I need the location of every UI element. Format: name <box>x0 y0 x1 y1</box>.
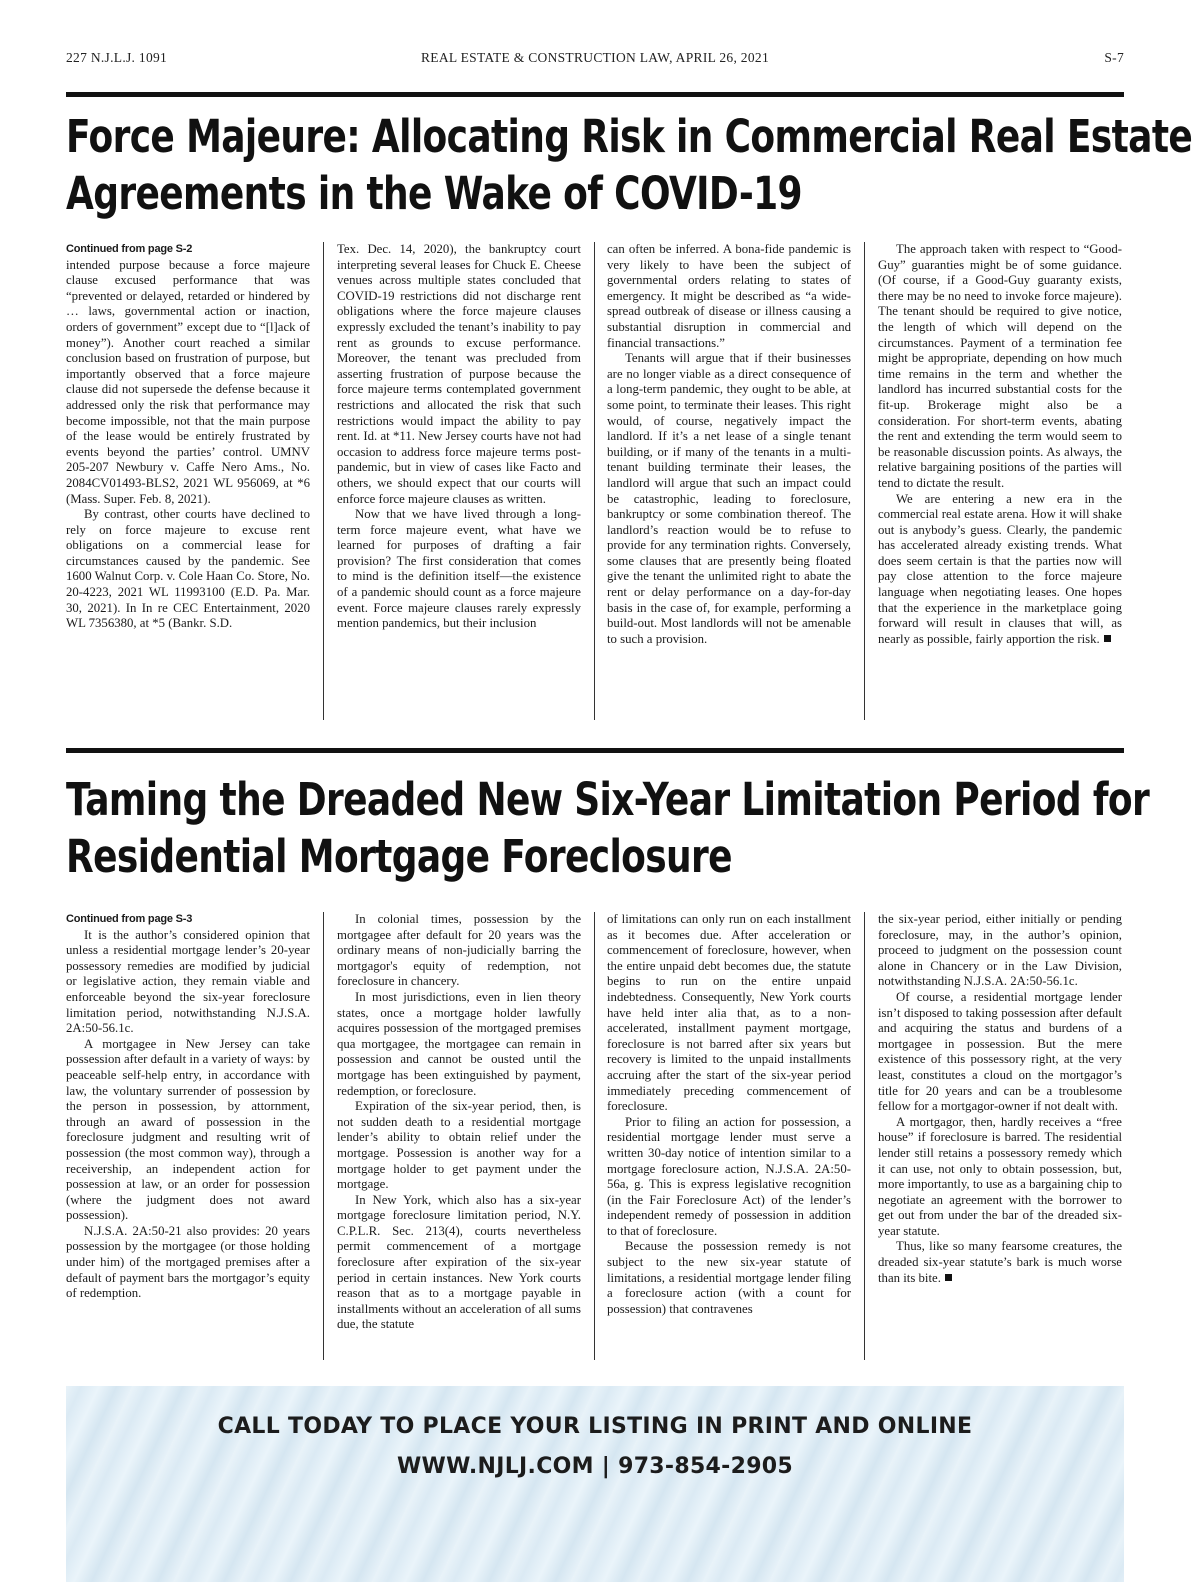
article1-closing-text: We are entering a new era in the commercial real estate arena. How it will shake out is anybody’s guess. Clearly, the pandemic has accelerated already existing trends. What does seem certain is that the parties now will pay close attention to the force majeure language when negotiating leases. One hopes that the experience in the marketplace going forward will result in clauses that will, as nearly as possible, fairly apportion the risk. <box>878 491 1122 646</box>
top-rule <box>66 92 1124 97</box>
article1-title-line2: Agreements in the Wake of COVID-19 <box>66 167 802 220</box>
paragraph: In most jurisdictions, even in lien theory states, once a mortgage holder lawfully acquires possession of the mortgaged premises qua mortgagee, the mortgagee can remain in possession and cannot be ousted until the mortgage has been extinguished by payment, redemption, or foreclosure. <box>337 989 581 1098</box>
article1-column-3 <box>607 242 851 647</box>
running-header <box>66 50 1124 70</box>
article2-title-line2: Residential Mortgage Foreclosure <box>66 830 732 883</box>
column-divider <box>323 912 324 1360</box>
article2-column-2 <box>337 912 581 1333</box>
article1-column-2 <box>337 242 581 632</box>
paragraph: Expiration of the six-year period, then, is not sudden death to a residential mortgage lender’s ability to obtain relief under the mortgage. Possession is another way for a mortgage holder to get payment under the mortgage. <box>337 1099 581 1192</box>
paragraph: Tenants will argue that if their businesses are no longer viable as a direct consequence of a long-term pandemic, they ought to be able, at some point, to terminate their leases. This right would, of course, negatively impact the landlord. If it’s a net lease of a single tenant building, or if many of the tenants in a multi-tenant building terminate their leases, the landlord will argue that such an impact could be catastrophic, leading to foreclosure, bankruptcy or some combination thereof. The landlord’s reaction would be to refuse to provide for any termination rights. Conversely, some clauses that are presently being floated give the tenant the unlimited right to abate the rent or delay performance on a day-for-day basis in the case of, for example, performing a build-out. Most landlords will not be amenable to such a provision. <box>607 351 851 646</box>
article2-title-line1: Taming the Dreaded New Six-Year Limitation Period for <box>66 773 1150 826</box>
paragraph: intended purpose because a force majeure clause excused performance that was “prevented or delayed, retarded or hindered by … laws, governmental action or inaction, orders of government” except due to “[l]ack of money”). Another court reached a similar conclusion based on frustration of purpose, but importantly observed that a force majeure clause did not supersede the defense because it addressed only the risk that performance may become impossible, not that the main purpose of the lease would be entirely frustrated by events beyond the parties’ control. UMNV 205-207 Newbury v. Caffe Nero Ams., No. 2084CV01493-BLS2, 2021 WL 956069, at *6 (Mass. Super. Feb. 8, 2021). <box>66 257 310 506</box>
end-mark-icon <box>1104 635 1111 642</box>
paragraph: Of course, a residential mortgage lender isn’t disposed to taking possession after default and acquiring the status and burdens of a mortgagee in possession. But the mere existence of this possessory right, at the very least, constitutes a cloud on the mortgagor’s title for 20 years and can be a troublesome fellow for a mortgagor-owner if not dealt with. <box>878 989 1122 1114</box>
paragraph <box>878 492 1122 648</box>
paragraph: A mortgagor, then, hardly receives a “free house” if foreclosure is barred. The residential lender still retains a possessory remedy which it can use, not only to obtain possession, but, more importantly, to use as a bargaining chip to negotiate an agreement with the borrower to get out from under the bar of the dreaded six-year statute. <box>878 1114 1122 1238</box>
paragraph: the six-year period, either initially or pending foreclosure, may, in the author’s opinion, proceed to judgment on the possession count alone in Chancery or in the Law Division, notwithstanding N.J.S.A. 2A:50-56.1c. <box>878 912 1122 989</box>
end-mark-icon <box>945 1274 952 1281</box>
paragraph: In New York, which also has a six-year mortgage foreclosure limitation period, N.Y. C.P.L.R. Sec. 213(4), courts nevertheless permit commencement of a mortgage foreclosure after expiration of the six-year period in certain instances. New York courts reason that as to a mortgage payable in installments without an acceleration of all sums due, the statute <box>337 1192 581 1332</box>
article2-body <box>66 912 1124 1362</box>
article1-body <box>66 242 1124 722</box>
header-page-number: S-7 <box>1104 50 1124 65</box>
paragraph: By contrast, other courts have declined to rely on force majeure to excuse rent obligations on a commercial lease for circumstances caused by the pandemic. See 1600 Walnut Corp. v. Cole Haan Co. Store, No. 20-4223, 2021 WL 11993100 (E.D. Pa. Mar. 30, 2021). In In re CEC Entertainment, 2020 WL 7356380, at *5 (Bankr. S.D. <box>66 507 310 631</box>
column-divider <box>594 912 595 1360</box>
paragraph: can often be inferred. A bona-fide pandemic is very likely to have been the subject of governmental orders relating to states of emergency. It might be described as “a wide-spread outbreak of disease or illness causing a substantial disruption in commercial and financial transactions.” <box>607 242 851 350</box>
article1-column-4 <box>878 242 1122 647</box>
newspaper-page <box>66 0 1193 1582</box>
paragraph: The approach taken with respect to “Good-Guy” guaranties might be of some guidance. (Of course, if a Good-Guy guaranty exists, there may be no need to invoke force majeure). The tenant should be required to give notice, the length of which will depend on the circumstances. Payment of a termination fee might be appropriate, depending on how much time remains in the term and whether the landlord has incurred substantial costs for the fit-up. Brokerage might also be a consideration. For short-term events, abating the rent and extending the term would seem to be reasonable discussion points. As always, the relative bargaining positions of the parties will tend to dictate the result. <box>878 242 1122 490</box>
paragraph: Tex. Dec. 14, 2020), the bankruptcy court interpreting several leases for Chuck E. Cheese venues across multiple states concluded that COVID-19 restrictions did not discharge rent obligations where the force majeure clauses expressly excluded the tenant’s inability to pay rent as grounds to excuse performance. Moreover, the tenant was precluded from asserting frustration of purpose because the force majeure terms contemplated government restrictions and allocated the risk that such restrictions would impact the ability to pay rent. Id. at *11. New Jersey courts have not had occasion to address force majeure terms post-pandemic, but in view of cases like Facto and others, we should expect that our courts will enforce force majeure clauses as written. <box>337 242 581 506</box>
header-section-date: REAL ESTATE & CONSTRUCTION LAW, APRIL 26, 2021 <box>420 50 770 65</box>
paragraph: A mortgagee in New Jersey can take possession after default in a variety of ways: by peaceable self-help entry, in accordance with law, the voluntary surrender of possession by the person in possession, by attornment, through an award of possession in the foreclosure judgment and resulting writ of possession (the most common way), through a receivership, an independent action for possession at law, or an order for possession (where the judgment does not award possession). <box>66 1036 310 1223</box>
paragraph: Now that we have lived through a long-term force majeure event, what have we learned for purposes of drafting a fair provision? The first consideration that comes to mind is the definition itself—the existence of a pandemic should count as a force majeure event. Force majeure clauses rarely expressly mention pandemics, but their inclusion <box>337 507 581 631</box>
article2-column-4 <box>878 912 1122 1286</box>
middle-rule <box>66 748 1124 753</box>
paragraph: It is the author’s considered opinion that unless a residential mortgage lender’s 20-year possessory remedies are modified by judicial or legislative action, they remain viable and enforceable beyond the six-year foreclosure limitation period, notwithstanding N.J.S.A. 2A:50-56.1c. <box>66 927 310 1036</box>
paragraph <box>878 1239 1122 1286</box>
paragraph: In colonial times, possession by the mortgagee after default for 20 years was the ordinary means of non-judicially barring the mortgagor's equity of redemption, not foreclosure in chancery. <box>337 912 581 989</box>
article1-title-line1: Force Majeure: Allocating Risk in Commercial Real Estate <box>66 110 1193 163</box>
column-divider <box>594 242 595 720</box>
column-divider <box>864 912 865 1360</box>
paragraph: N.J.S.A. 2A:50-21 also provides: 20 years possession by the mortgagee (or those holding under him) of the mortgaged premises after a default of payment bars the mortgagor’s equity of redemption. <box>66 1223 310 1301</box>
article2-closing-text: Thus, like so many fearsome creatures, the dreaded six-year statute’s bark is much worse than its bite. <box>878 1239 1122 1285</box>
paragraph: Because the possession remedy is not subject to the new six-year statute of limitations, a residential mortgage lender filing a foreclosure action (with a count for possession) that contravenes <box>607 1239 851 1316</box>
header-citation: 227 N.J.L.J. 1091 <box>66 50 168 65</box>
article1-continued-note: Continued from page S-2 <box>66 243 193 255</box>
column-divider <box>864 242 865 720</box>
ad-contact-info: WWW.NJLJ.COM | 973-854-2905 <box>396 1454 794 1479</box>
article2-column-3 <box>607 912 851 1317</box>
article2-continued-note: Continued from page S-3 <box>66 913 193 925</box>
column-divider <box>323 242 324 720</box>
article1-column-1 <box>66 242 310 632</box>
ad-call-to-action: CALL TODAY TO PLACE YOUR LISTING IN PRINT AND ONLINE <box>217 1414 973 1439</box>
paragraph: Prior to filing an action for possession, a residential mortgage lender must serve a written 30-day notice of intention similar to a mortgage foreclosure action, N.J.S.A. 2A:50-56a, g. This is express legislative recognition (in the Fair Foreclosure Act) of the lender’s independent remedy of possession in addition to that of foreclosure. <box>607 1114 851 1238</box>
article2-column-1 <box>66 912 310 1302</box>
advertisement-banner <box>66 1386 1124 1582</box>
paragraph: of limitations can only run on each installment as it becomes due. After acceleration or commencement of foreclosure, however, when the entire unpaid debt becomes due, the statute begins to run on the entire unpaid indebtedness. Consequently, New York courts have held inter alia that, as to a non-accelerated, installment payment mortgage, foreclosure is not barred after six years but recovery is limited to the unpaid installments accruing after the start of the six-year period immediately preceding commencement of foreclosure. <box>607 912 851 1114</box>
